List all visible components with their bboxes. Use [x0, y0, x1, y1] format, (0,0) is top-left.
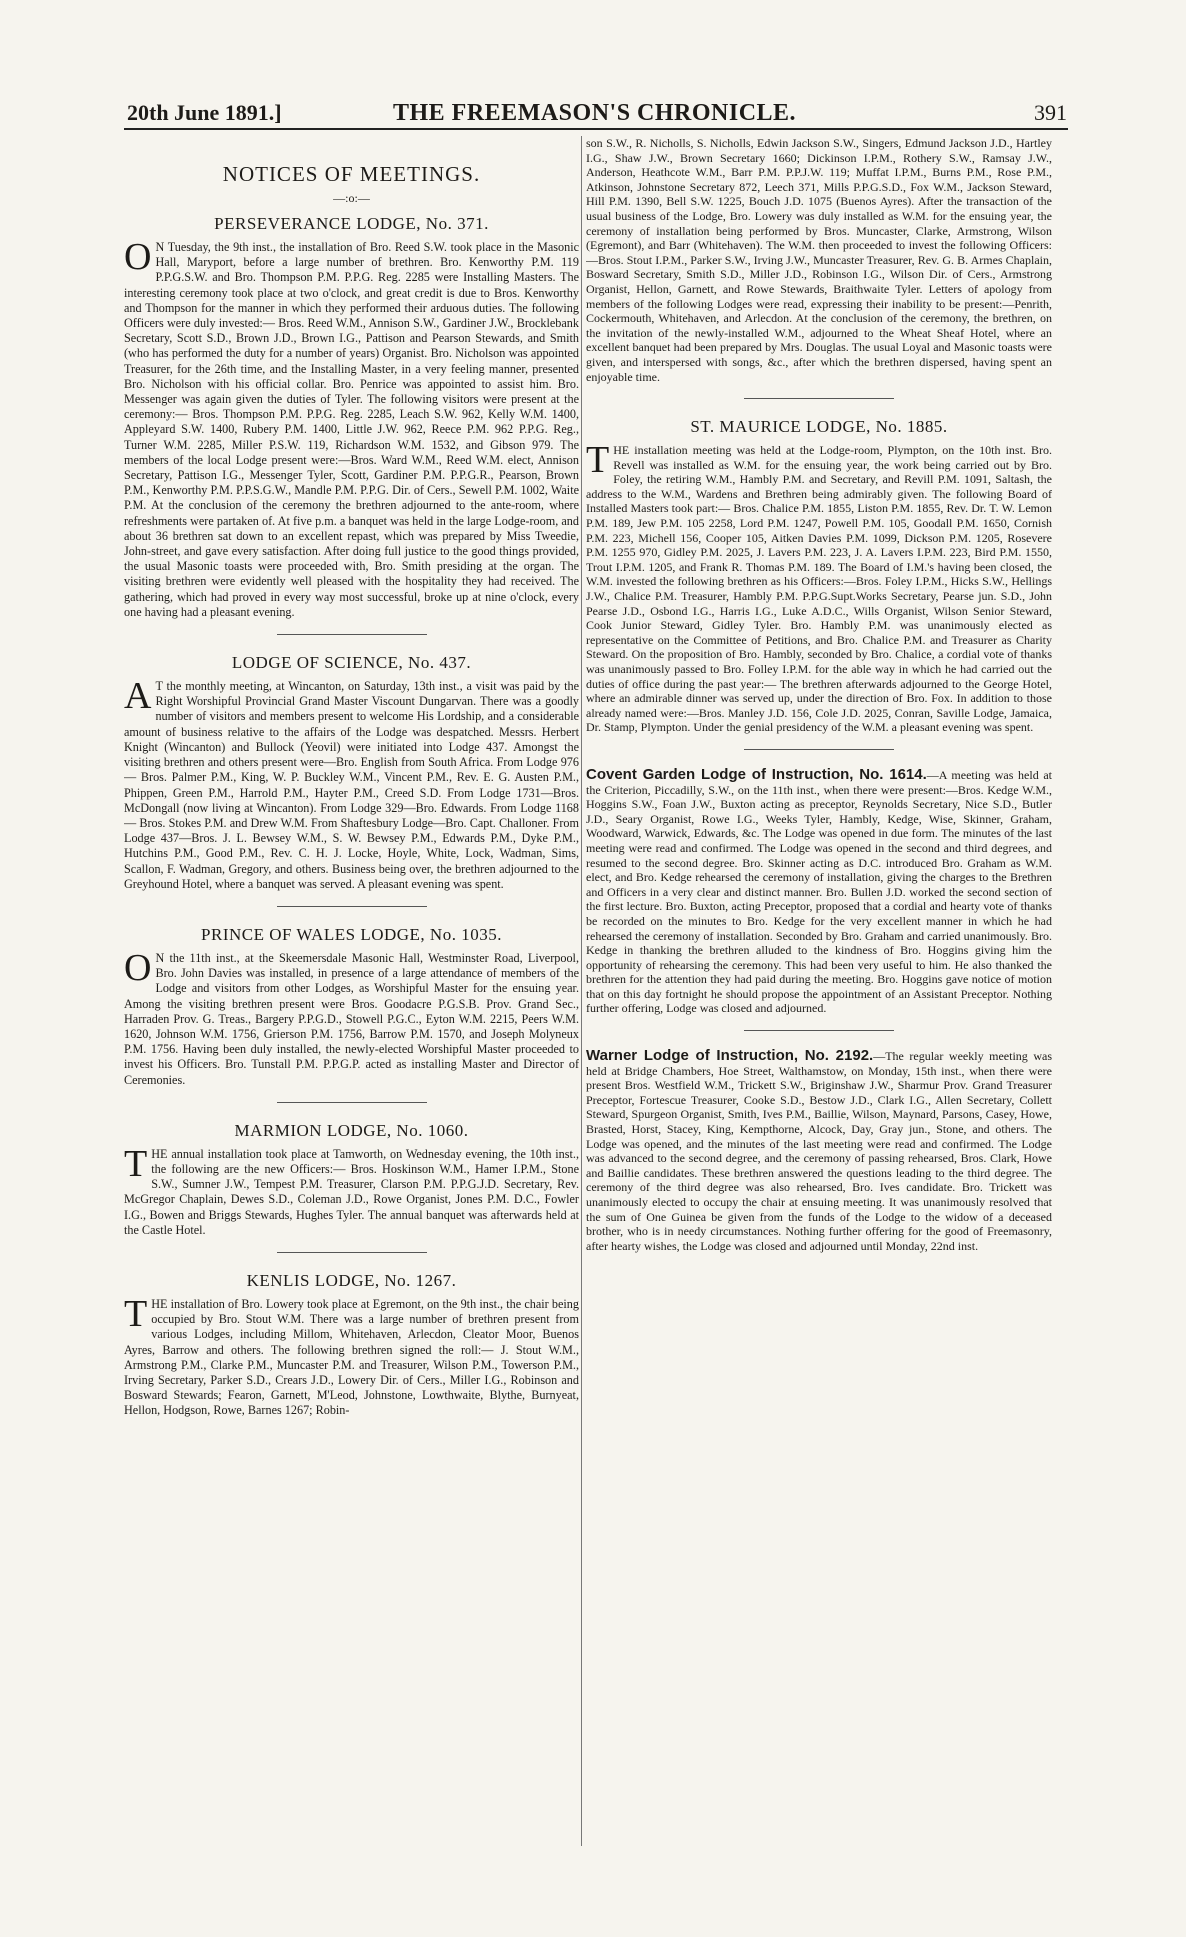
article-body	[586, 439, 1052, 735]
drop-cap: O	[124, 236, 152, 278]
notices-heading: NOTICES OF MEETINGS.	[222, 162, 481, 186]
article-covent-garden	[586, 765, 1052, 1016]
section-separator	[744, 749, 894, 750]
section-separator	[277, 1252, 427, 1253]
article-text: —The regular weekly meeting was held at Bridge Chambers, Hoe Street, Walthamstow, on Monday, 15th inst., when there were present Bros. Westfield W.M., Trickett S.W., Briginshaw J.W., Sharmur Prov. Grand Treasurer Preceptor, Fortescue Treasurer, Cooke S.D., Bestow J.D., Clark I.G., Allen Secretary, Collett Steward, Spurgeon Organist, Smith, Ives P.M., Baillie, Wilson, Maynard, Parsons, Casey, Howe, Brasted, Horst, Stacey, King, Kempthorne, Alcock, Day, Gray jun., Stone, and others. The Lodge was opened, and the minutes of the last meeting were read and confirmed. The Lodge was advanced to the second degree, and the ceremony of passing rehearsed, Bros. Clark, Howe and Baillie candidates. These brethren answered the questions leading to the third degree. The ceremony of the third degree was also rehearsed, Bro. Ives candidate. Bro. Trickett was unanimously elected to occupy the chair at ensuing meeting. It was unanimously resolved that the sum of One Guinea be given from the funds of the Lodge to the widow of a deceased brother, who is in needy circumstances. Nothing further offering for the good of Freemasonry, after hearty wishes, the Lodge was closed and adjourned until Monday, 22nd inst.	[586, 1049, 1052, 1253]
article-title: ST. MAURICE LODGE, No. 1885.	[690, 417, 948, 437]
running-head	[127, 100, 1067, 130]
article-kenlis-continued	[586, 136, 1052, 384]
article-text: N the 11th inst., at the Skeemersdale Masonic Hall, Westminster Road, Liverpool, Bro. John Davies was installed, in presence of a large attendance of members of the Lodge and visitors from other Lodges, as Worshipful Master for the ensuing year. Among the visiting brethren present were Bros. Goodacre P.G.S.B. Prov. Grand Sec., Harraden Prov. G. Treas., Bargery P.P.G.D., Stowell P.G.C., Eyton W.M. 2215, Peers W.M. 1620, Johnson W.M. 1756, Grierson P.M. 1756, Barrow P.M. 1570, and Joseph Molyneux P.M. 1756. Having been duly installed, the newly-elected Worshipful Master proceeded to invest his Officers. Bro. Tunstall P.M. P.P.G.P. acted as installing Master and Director of Ceremonies.	[124, 950, 579, 1087]
article-text: HE installation meeting was held at the Lodge-room, Plympton, on the 10th inst. Bro. Revell was installed as W.M. for the ensuing year, the work being carried out by Bro. Foley, the retiring W.M., Hambly P.M. and Secretary, and Revill P.M. 1091, Saltash, the address to the W.M., Wardens and Brethren being admirably given. The following Board of Installed Masters took part:— Bros. Chalice P.M. 1855, Liston P.M. 1855, Rev. Dr. T. W. Lemon P.M. 189, Jew P.M. 105 2258, Lord P.M. 1247, Powell P.M. 105, Goodall P.M. 1650, Cornish P.M. 223, Michell 156, Cooper 105, Aitken Davies P.M. 1099, Dickson P.M. 1205, Rosevere P.M. 1255 970, Gidley P.M. 2025, J. Lavers P.M. 223, J. A. Lavers I.P.M. 223, Bird P.M. 1550, Trout I.P.M. 1205, and Frank R. Thomas P.M. 189. The Board of I.M.'s having been closed, the W.M. invested the following brethren as his Officers:—Bros. Foley I.P.M., Hicks S.W., Hellings J.W., Chalice P.M. Treasurer, Hambly P.M. P.P.G.Supt.Works Secretary, Pearse jun. S.D., John Pearse J.D., Osbond I.G., Harris I.G., Luke A.D.C., Wills Organist, Wilson Senior Steward, Cook Junior Steward, Gidley Tyler. Bro. Hambly P.M. was unanimously elected as representative on the Committee of Petitions, and Bro. Chalice P.M. and Treasurer as Charity Steward. On the proposition of Bro. Hambly, seconded by Bro. Chalice, a cordial vote of thanks was unanimously passed to Bro. Folley I.P.M. for the able way in which he had carried out the duties of office during the past year:— The brethren afterwards adjourned to the George Hotel, where an admirable dinner was served up, under the direction of Bro. Fox. In addition to those already named were:—Bros. Manley J.D. 156, Cole J.D. 2025, Conran, Saville Lodge, Jamaica, Dr. Stamp, Plympton. Under the genial presidency of the W.M. a pleasant evening was spent.	[586, 443, 1052, 735]
article-body	[124, 1292, 579, 1419]
column-divider	[581, 136, 582, 1846]
article-text: son S.W., R. Nicholls, S. Nicholls, Edwin Jackson S.W., Singers, Edmund Jackson J.D., Hartley I.G., Shaw J.W., Brown Secretary 1660; Dickinson I.P.M., Rothery S.W., Ramsay J.W., Anderson, Heathcote W.M., Barr P.M. P.P.J.W. 119; Muffat I.P.M., Burns P.M., Rose P.M., Atkinson, Johnstone Secretary 872, Leech 371, Mills P.P.G.S.D., Fox W.M., Jackson Steward, Hill P.M. 1390, Bell S.W. 1225, Bouch J.D. 1075 (Buenos Ayres). After the transaction of the usual business of the Lodge, Bro. Lowery was duly installed as W.M. for the ensuing year, the ceremony of installation being performed by Bros. Muncaster, Clarke, Armstrong, Wilson (Egremont), and Barr (Whitehaven). The W.M. then proceeded to invest the following Officers:—Bros. Stout I.P.M., Parker S.W., Irving J.W., Muncaster Treasurer, Rev. G. B. Armes Chaplain, Bosward Secretary, Smith S.D., Miller J.D., Robinson I.G., Wilson Dir. of Cers., Armstrong Organist, Hellon, Garnett, and Rowe Stewards, Braithwaite Tyler. Letters of apology from members of the following Lodges were read, expressing their inability to be present:—Penrith, Cockermouth, Whitehaven, and Arlecdon. At the conclusion of the ceremony, the brethren, on the invitation of the newly-installed W.M., adjourned to the Wheat Sheaf Hotel, where an excellent banquet had been prepared by Mrs. Douglas. The usual Loyal and Masonic toasts were given, and interspersed with songs, &c., after which the brethren dispersed, having spent an enjoyable time.	[586, 136, 1052, 384]
article-body	[124, 946, 579, 1088]
article-science	[124, 653, 579, 892]
issue-date: 20th June 1891.]	[127, 100, 282, 125]
article-title: KENLIS LODGE, No. 1267.	[246, 1270, 457, 1290]
ornament: —:o:—	[333, 191, 370, 205]
article-body	[124, 675, 579, 892]
article-prince-of-wales	[124, 925, 579, 1088]
drop-cap: A	[124, 675, 152, 718]
article-title: PRINCE OF WALES LODGE, No. 1035.	[201, 924, 502, 944]
article-title: LODGE OF SCIENCE, No. 437.	[231, 653, 472, 673]
article-body	[124, 236, 579, 620]
article-perseverance	[124, 214, 579, 620]
article-text: HE annual installation took place at Tamworth, on Wednesday evening, the 10th inst., the following are the new Officers:— Bros. Hoskinson W.M., Hamer I.P.M., Stone S.W., Sumner J.W., Tempest P.M. Treasurer, Clarson P.M. P.P.G.J.D. Secretary, Rev. McGregor Chaplain, Dewes S.D., Coleman J.D., Rowe Organist, Jones P.M. D.C., Fowler I.G., Bowen and Briggs Stewards, Hughes Tyler. The annual banquet was afterwards held at the Castle Hotel.	[124, 1146, 579, 1237]
article-body	[586, 1049, 1052, 1253]
article-body	[586, 765, 1052, 1016]
article-text: —A meeting was held at the Criterion, Piccadilly, S.W., on the 11th inst., when there were present:—Bros. Kedge W.M., Hoggins S.W., Foan J.W., Buxton acting as preceptor, Reynolds Secretary, Nice S.D., Butler J.D., Seary Organist, Rowe I.G., Weeks Tyler, Hambly, Kedge, Wise, Skinner, Graham, Woodward, Warwick, Edwards, &c. The Lodge was opened in due form. The minutes of the last meeting were read and confirmed. The Lodge was opened in the second and third degrees, and resumed to the second degree. Bro. Skinner acting as D.C. introduced Bro. Graham as W.M. elect, and Bro. Kedge rehearsed the ceremony of installation, giving the charges to the Brethren and Officers in a very clear and distinct manner. Bro. Bullen J.D. worked the second section of the first lecture. Bro. Buxton, acting Preceptor, proposed that a cordial and hearty vote of thanks be recorded on the minutes to Bro. Kedge for the very excellent manner in which he had rehearsed the ceremony of installation. Seconded by Bro. Graham and carried unanimously. Bro. Kedge in thanking the brethren alluded to the kindness of Bro. Hoggins giving him the opportunity of rehearsing the ceremony. This had been very useful to him. He also thanked the brethren for the attention they had paid during the meeting. Bro. Hoggins gave notice of motion that on this day fortnight he should propose the appointment of an Assistant Preceptor. Nothing further offering, Lodge was closed and adjourned.	[586, 767, 1052, 1016]
article-title: MARMION LODGE, No. 1060.	[234, 1120, 469, 1140]
right-column	[586, 136, 1052, 1848]
page-number: 391	[1034, 100, 1067, 125]
article-st-maurice	[586, 417, 1052, 735]
header-rule	[124, 128, 1068, 130]
left-column	[124, 136, 579, 1848]
article-body	[124, 1142, 579, 1238]
article-heading: Warner Lodge of Instruction, No. 2192.	[586, 1047, 874, 1065]
article-text: N Tuesday, the 9th inst., the installation of Bro. Reed S.W. took place in the Masonic Hall, Maryport, before a large number of brethren. Bro. Kenworthy P.M. 119 P.P.G.S.W. and Bro. Thompson P.M. P.P.G. Reg. 2285 were Installing Masters. The interesting ceremony took place at two o'clock, and great credit is due to Bros. Kenworthy and Thompson for the manner in which they performed their arduous duties. The following Officers were duly invested:— Bros. Reed W.M., Annison S.W., Gardiner J.W., Brocklebank Secretary, Scott S.D., Brown J.D., Brown I.G., Pattison and Pearson Stewards, and Smith (who has performed the duty for a number of years) Organist. Bro. Nicholson was appointed Treasurer, for the 26th time, and the Installing Master, in a very feeling manner, presented Bro. Nicholson with his official collar. Bro. Penrice was appointed to assist him. Bro. Messenger was again given the duties of Tyler. The following visitors were present at the ceremony:— Bros. Thompson P.M. P.P.G. Reg. 2285, Leach S.W. 962, Kelly W.M. 1400, Appleyard S.W. 1400, Rubery P.M. 1400, Little J.W. 962, Reece P.M. 962 P.P.G. Reg., Turner W.M. 2285, Miller P.S.W. 119, Richardson W.M. 1532, and Gibson 979. The members of the local Lodge present were:—Bros. Ward W.M., Reed W.M. elect, Annison Secretary, Pattison I.G., Messenger Tyler, Scott, Gardiner P.M. P.P.G.R., Pearson, Brown P.M., Kenworthy P.M. P.P.S.G.W., Mandle P.M. P.P.G. Dir. of Cers., Sewell P.M. 1002, Waite P.M. At the conclusion of the ceremony the brethren adjourned to the ante-room, where refreshments were partaken of. At five p.m. a banquet was held in the large Lodge-room, and about 36 brethren sat down to an excellent repast, which was prepared by Miss Tweedie, John-street, and gave every satisfaction. After doing full justice to the good things provided, the usual Masonic toasts were proceeded with, Bro. Smith presiding at the organ. The visiting brethren were evidently well pleased with the hospitality they had received. The gathering, which had proved in every way most successful, broke up at nine o'clock, every one having had a pleasant evening.	[124, 240, 579, 619]
section-separator	[277, 906, 427, 907]
article-heading: Covent Garden Lodge of Instruction, No. 1614.	[586, 765, 927, 783]
section-separator	[277, 634, 427, 635]
article-text: HE installation of Bro. Lowery took place at Egremont, on the 9th inst., the chair being occupied by Bro. Stout W.M. There was a large number of brethren present from various Lodges, including Millom, Whitehaven, Arlecdon, Cleator Moor, Buenos Ayres, Barrow and others. The following brethren signed the roll:— J. Stout W.M., Armstrong P.M., Clarke P.M., Muncaster P.M. and Treasurer, Wilson P.M., Towerson P.M., Irving Secretary, Parker S.D., Crears J.D., Lowery Dir. of Cers., Miller I.G., Robinson and Bosward Stewards; Fearon, Garnett, M'Leod, Johnstone, Lowthwaite, Blythe, Burnyeat, Hellon, Hodgson, Rowe, Barnes 1267; Robin-	[124, 1296, 579, 1418]
section-separator	[744, 1030, 894, 1031]
article-warner	[586, 1049, 1052, 1253]
drop-cap: T	[124, 1292, 148, 1335]
drop-cap: T	[124, 1142, 148, 1185]
article-marmion	[124, 1121, 579, 1238]
article-title: PERSEVERANCE LODGE, No. 371.	[214, 214, 489, 233]
article-kenlis	[124, 1271, 579, 1419]
publication-title: THE FREEMASON'S CHRONICLE.	[393, 100, 797, 126]
section-separator	[744, 398, 894, 399]
drop-cap: O	[124, 946, 152, 989]
section-separator	[277, 1102, 427, 1103]
drop-cap: T	[586, 439, 610, 482]
article-text: T the monthly meeting, at Wincanton, on Saturday, 13th inst., a visit was paid by the Right Worshipful Provincial Grand Master Viscount Dungarvan. There was a goodly number of visitors and members present to welcome His Lordship, and a considerable amount of business relative to the affairs of the Lodge was despatched. Messrs. Herbert Knight (Wincanton) and Bullock (Yeovil) were initiated into Lodge 437. Amongst the visiting brethren and others present were—Bro. English from South Africa. From Lodge 976— Bros. Palmer P.M., King, W. P. Buckley W.M., Vincent P.M., Rev. E. G. Austen P.M., Phippen, Green P.M., Harrold P.M., Hayter P.M., Creed S.D. From Lodge 1731—Bros. McDongall (now living at Wincanton). From Lodge 329—Bro. Edwards. From Lodge 1168— Bros. Stokes P.M. and Drew W.M. From Shaftesbury Lodge—Bro. Capt. Challoner. From Lodge 437—Bros. J. L. Bewsey W.M., S. W. Bewsey P.M., Edwards P.M., Dyke P.M., Hutchins P.M., Good P.M., Rev. C. H. J. Locke, Hoyle, White, Lock, Wadman, Sims, Scallon, F. Wadman, Gregory, and others. Business being over, the brethren adjourned to the Greyhound Hotel, where a banquet was served. A pleasant evening was spent.	[124, 679, 579, 891]
